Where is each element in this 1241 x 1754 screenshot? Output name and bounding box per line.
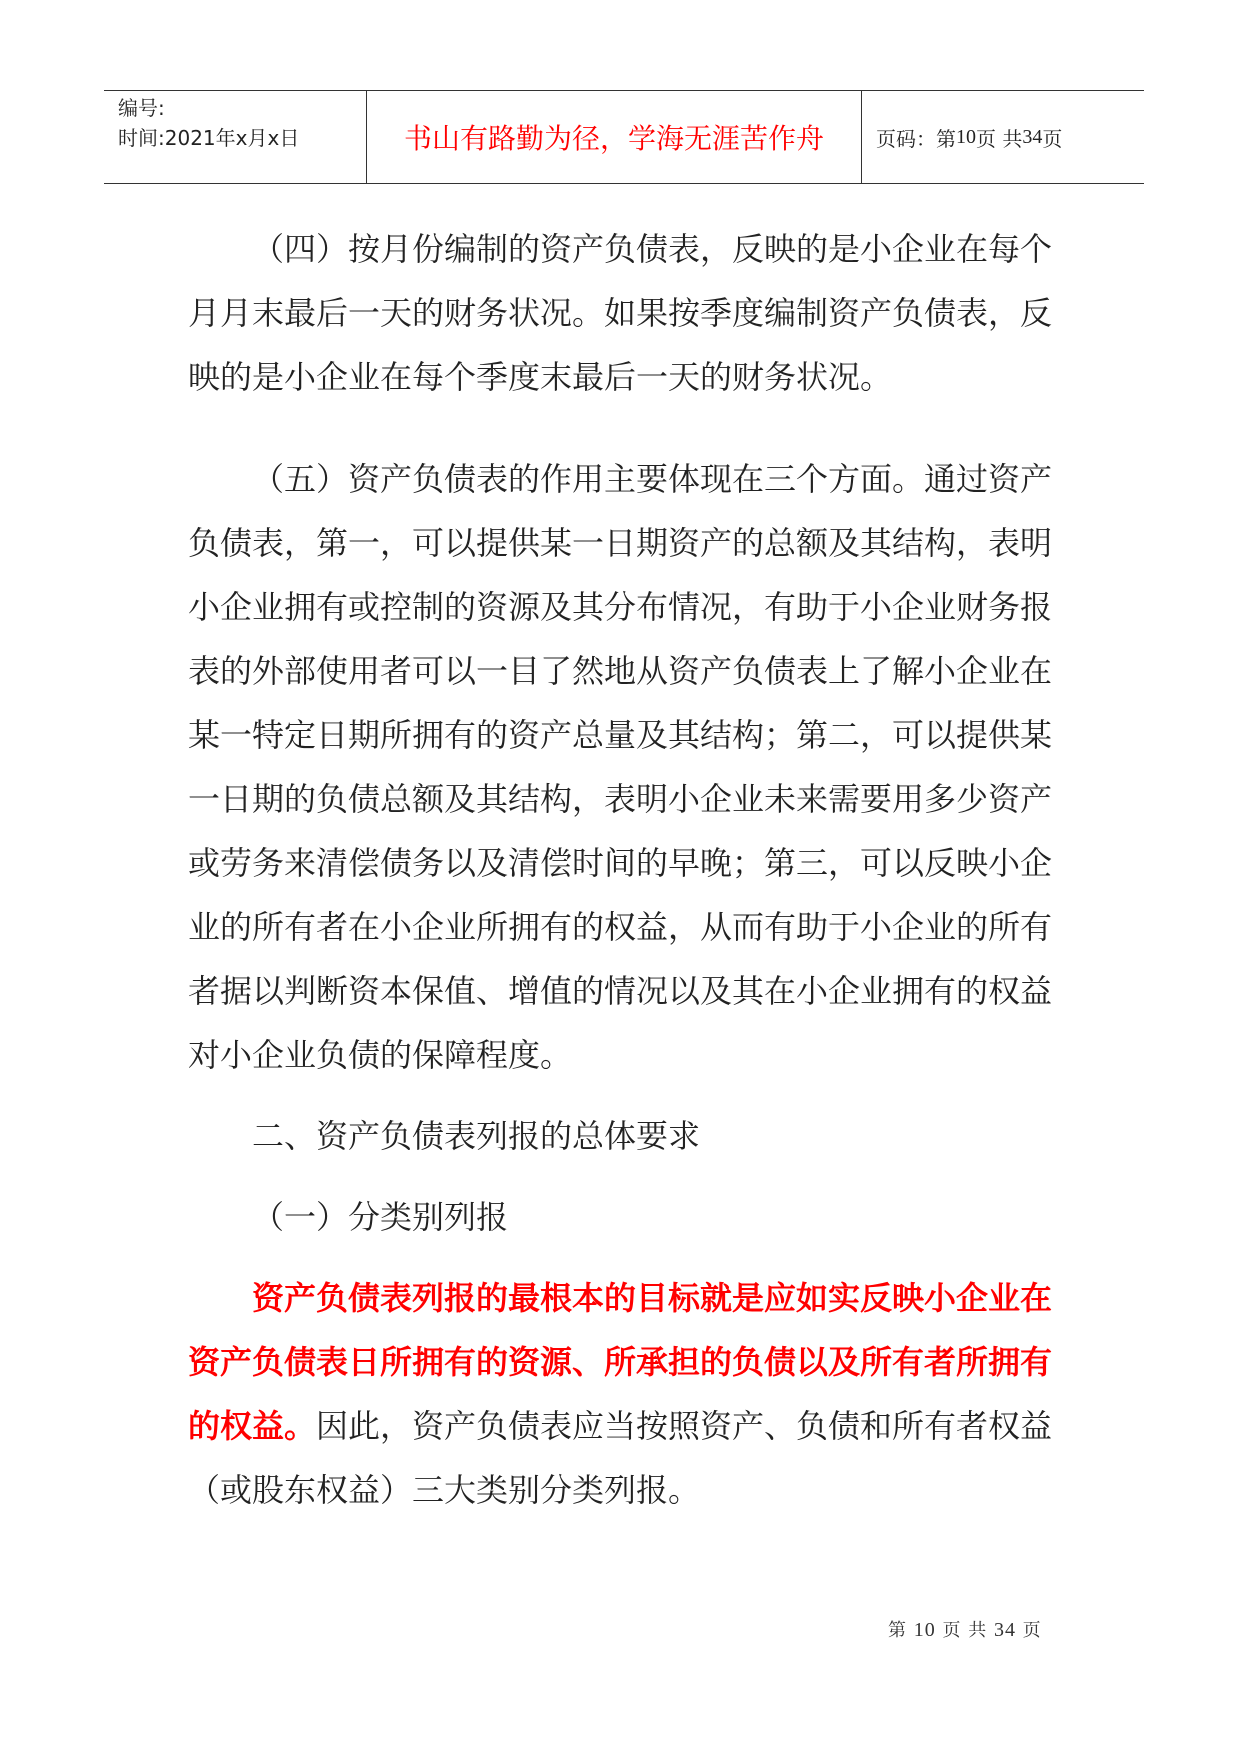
page-suffix: 页: [1042, 126, 1063, 151]
footer-mid: 页 共: [942, 1620, 988, 1641]
page-header: [104, 90, 1144, 184]
footer-prefix: 第: [888, 1620, 907, 1641]
section-heading: 二、资产负债表列报的总体要求: [252, 1117, 701, 1155]
document-number-label: 编号:: [118, 96, 165, 120]
footer-suffix: 页: [1022, 1620, 1042, 1641]
page-total: 34: [1022, 125, 1043, 148]
paragraph-tail: 因此，资产负债表应当按照资产、负债和所有者权益（或股东权益）三大类别分类列报。: [188, 1407, 1053, 1509]
emphasis-paragraph: [188, 1266, 1068, 1522]
paragraph-four: （四）按月份编制的资产负债表，反映的是小企业在每个月月末最后一天的财务状况。如果按季度编制资产负债表，反映的是小企业在每个季度末最后一天的财务状况。: [188, 230, 1053, 396]
footer-current: 10: [913, 1619, 936, 1641]
emphasis-text: 资产负债表列报的最根本的目标就是应如实反映小企业在资产负债表日所拥有的资源、所承担的负债以及所有者所拥有的权益。: [188, 1279, 1053, 1445]
page-mid: 页 共: [976, 126, 1023, 151]
subsection-heading: （一）分类别列报: [252, 1198, 509, 1236]
paragraph-five: （五）资产负债表的作用主要体现在三个方面。通过资产负债表，第一，可以提供某一日期资产的总额及其结构，表明小企业拥有或控制的资源及其分布情况，有助于小企业财务报表的外部使用者可以一目了然地从资产负债表上了解小企业在某一特定日期所拥有的资产总量及其结构；第二，可以提供某一日期的负债总额及其结构，表明小企业未来需要用多少资产或劳务来清偿债务以及清偿时间的早晚；第三，可以反映小企业的所有者在小企业所拥有的权益，从而有助于小企业的所有者据以判断资本保值、增值的情况以及其在小企业拥有的权益对小企业负债的保障程度。: [188, 460, 1053, 1074]
header-page-number: [862, 91, 1144, 183]
time-value: 2021年x月x日: [164, 126, 300, 150]
document-time: [118, 123, 366, 153]
page-footer: [888, 1616, 1042, 1642]
header-meta: [104, 91, 366, 183]
page-prefix: 页码：第: [876, 126, 956, 151]
document-body: [188, 217, 1068, 1522]
page-current: 10: [956, 125, 976, 148]
header-motto: 书山有路勤为径，学海无涯苦作舟: [366, 91, 862, 183]
footer-total: 34: [993, 1619, 1016, 1641]
time-prefix: 时间:: [118, 126, 165, 150]
